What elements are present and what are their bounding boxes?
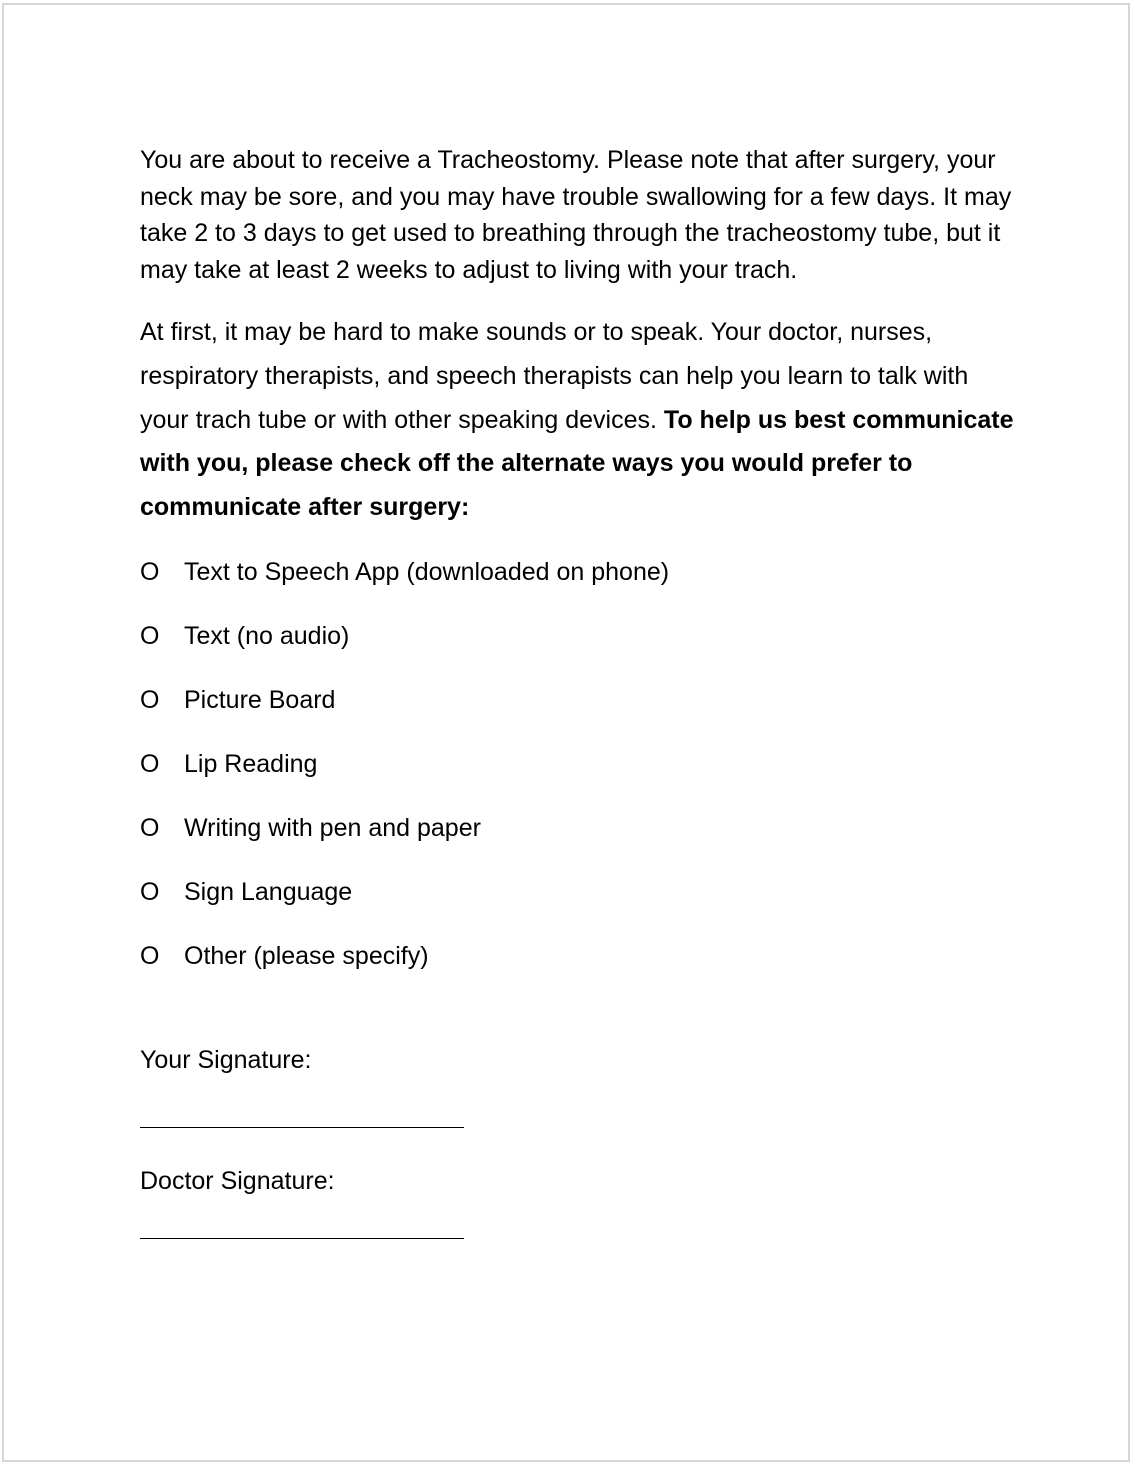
doctor-signature-line[interactable] <box>140 1238 464 1239</box>
option-checkbox[interactable]: O <box>140 557 160 586</box>
option-label: Picture Board <box>184 685 336 714</box>
communication-instruction: To help us best communicate with you, please check off the alternate ways you would prefer to communicate after surgery: <box>140 405 1014 522</box>
communication-text: At first, it may be hard to make sounds or to speak. Your doctor, nurses, respiratory therapists, and speech therapists can help you learn to talk with your trach tube or with other speaking devices. <box>140 318 969 434</box>
option-checkbox[interactable]: O <box>140 685 160 714</box>
option-checkbox[interactable]: O <box>140 813 160 842</box>
communication-paragraph <box>140 311 1020 530</box>
option-lip-reading[interactable] <box>140 732 1020 796</box>
option-checkbox[interactable]: O <box>140 749 160 778</box>
option-writing-pen-paper[interactable] <box>140 796 1020 860</box>
option-other[interactable] <box>140 924 1020 988</box>
option-text-no-audio[interactable] <box>140 604 1020 668</box>
doctor-signature-label: Doctor Signature: <box>140 1166 335 1195</box>
document-content <box>140 142 1020 1239</box>
option-text-to-speech[interactable] <box>140 540 1020 604</box>
option-checkbox[interactable]: O <box>140 941 160 970</box>
option-label: Text (no audio) <box>184 621 350 650</box>
patient-signature-line[interactable] <box>140 1127 464 1128</box>
option-sign-language[interactable] <box>140 860 1020 924</box>
communication-options-list <box>140 540 1020 988</box>
option-picture-board[interactable] <box>140 668 1020 732</box>
option-label: Writing with pen and paper <box>184 813 481 842</box>
option-label: Sign Language <box>184 877 353 906</box>
option-label: Lip Reading <box>184 749 318 778</box>
patient-signature-label: Your Signature: <box>140 1045 312 1074</box>
option-label: Other (please specify) <box>184 941 429 970</box>
signature-block <box>140 1045 1020 1239</box>
intro-paragraph: You are about to receive a Tracheostomy. Please note that after surgery, your neck may be sore, and you may have trouble swallowing for a few days. It may take 2 to 3 days to get used to breathing through the tracheostomy tube, but it may take at least 2 weeks to adjust to living with your trach. <box>140 146 1012 284</box>
option-checkbox[interactable]: O <box>140 621 160 650</box>
option-checkbox[interactable]: O <box>140 877 160 906</box>
option-label: Text to Speech App (downloaded on phone) <box>184 557 670 586</box>
document-page <box>2 3 1130 1462</box>
